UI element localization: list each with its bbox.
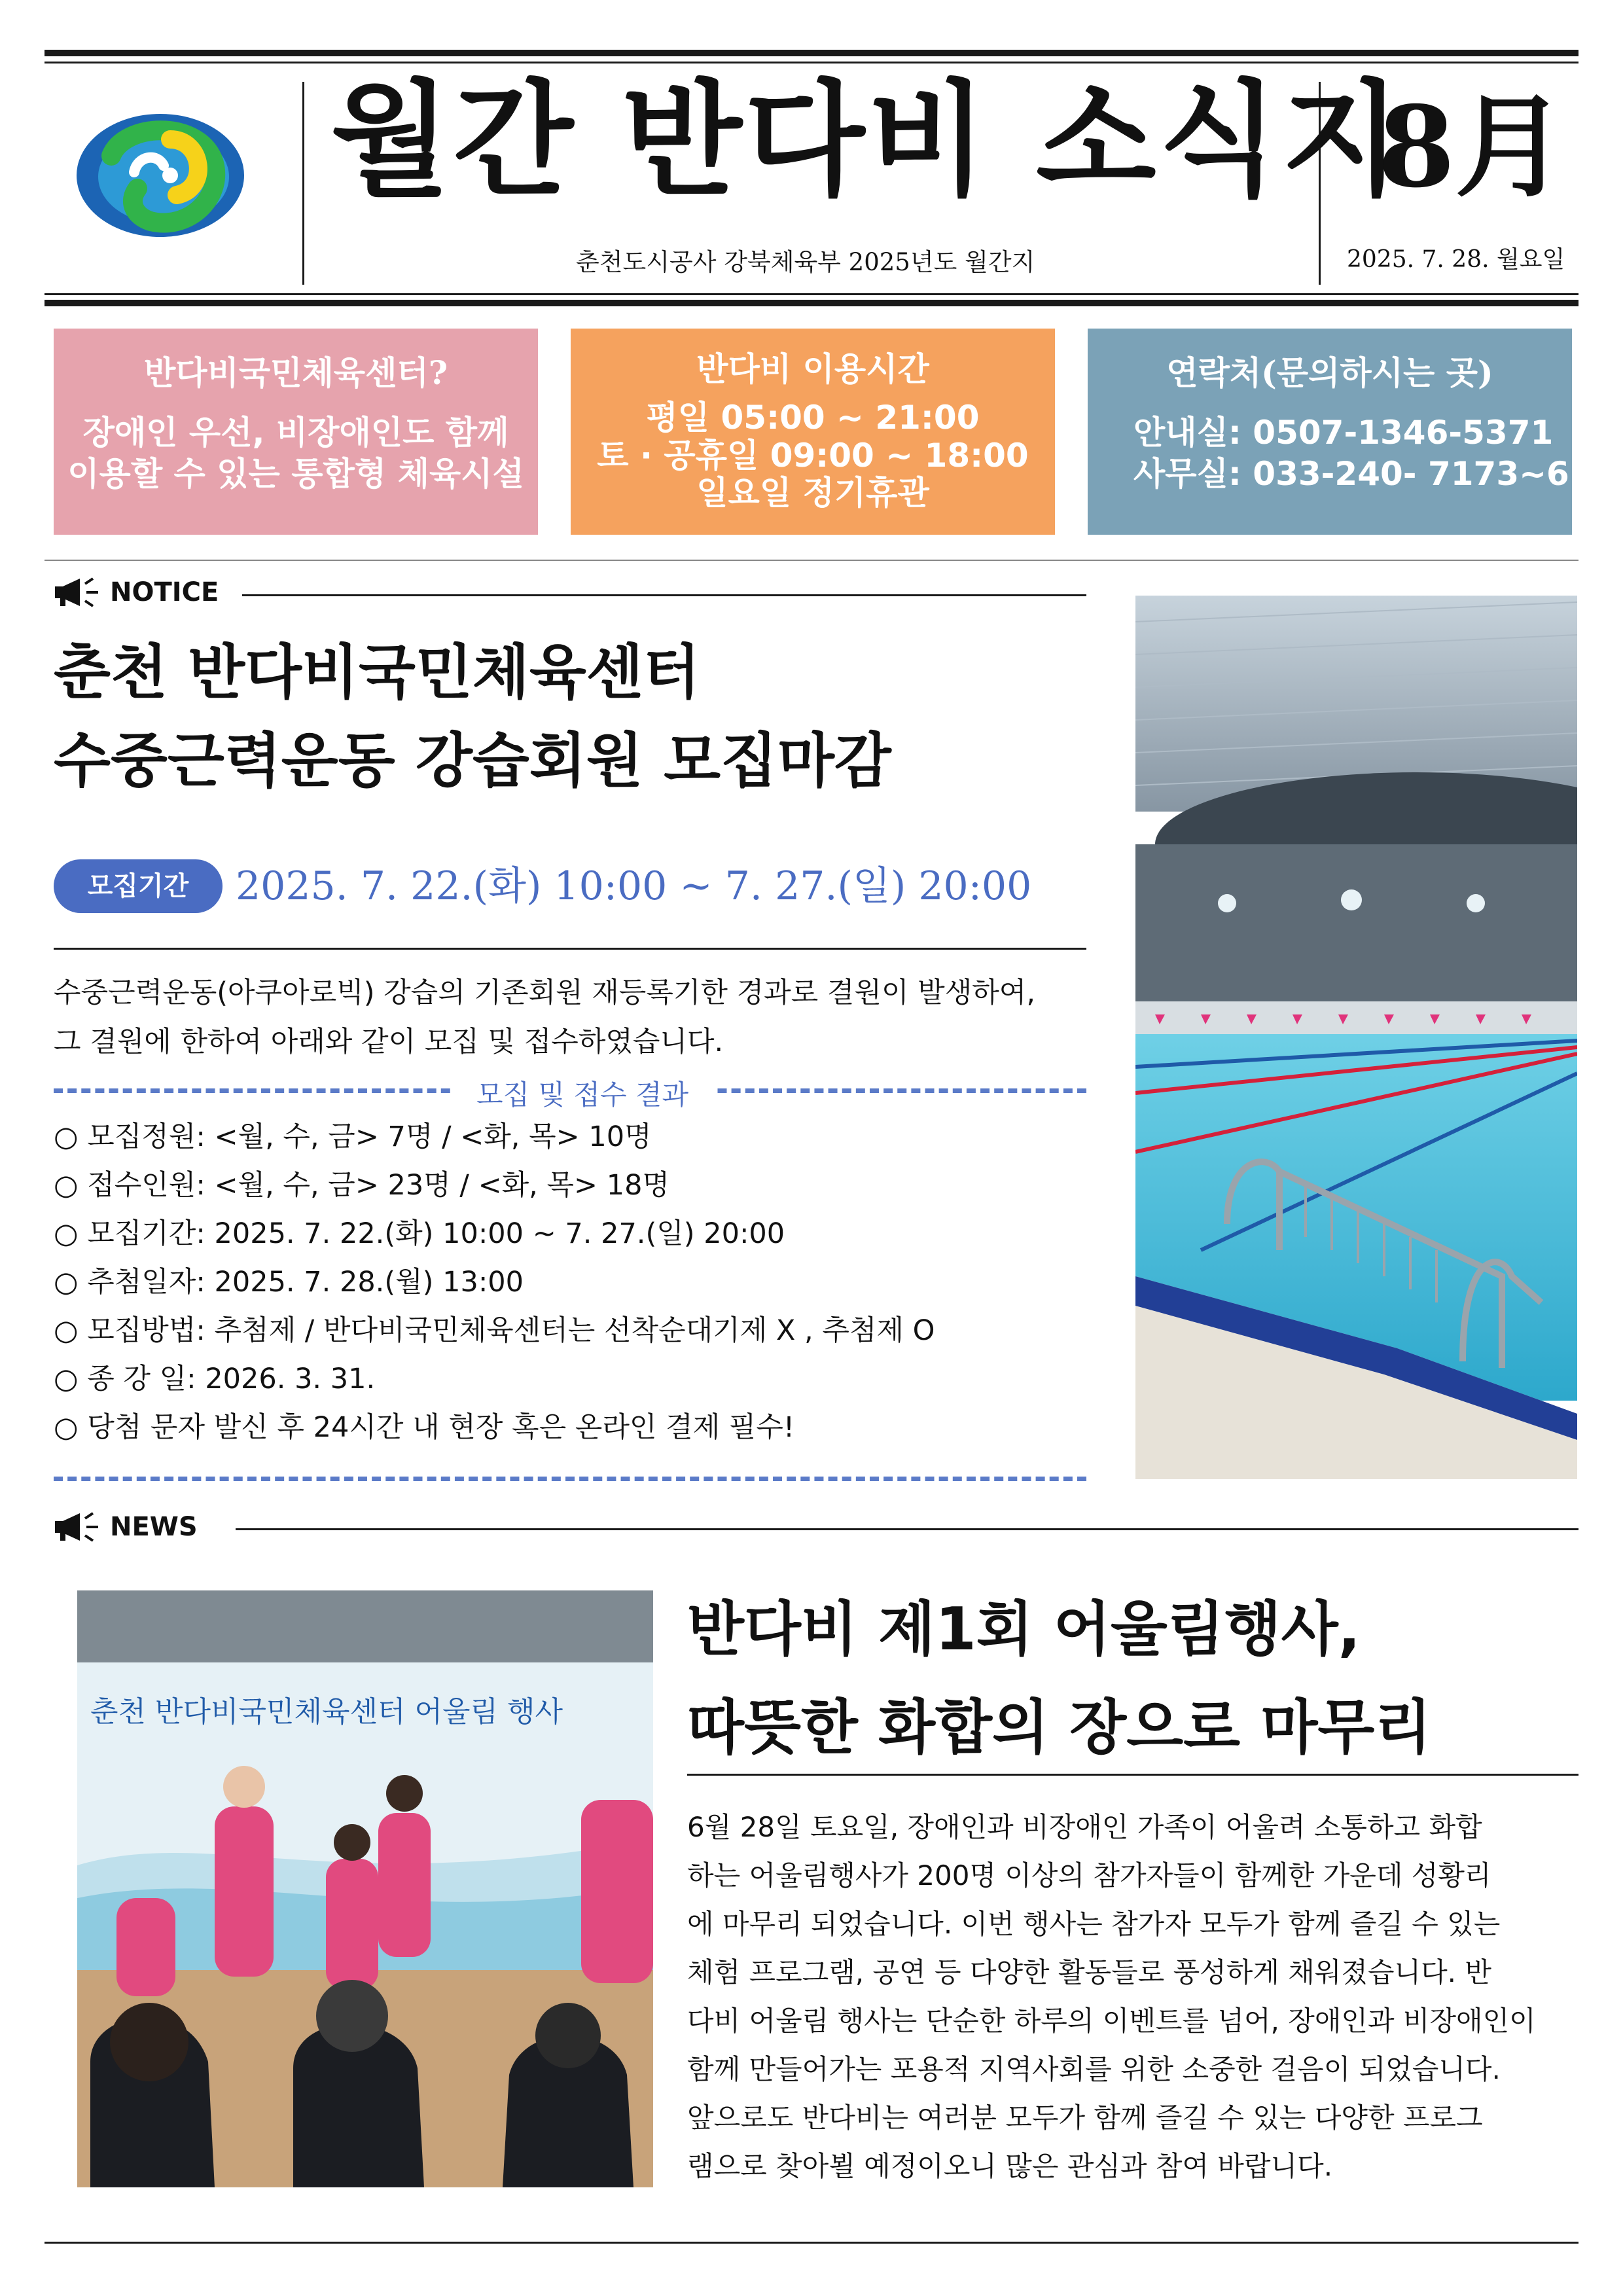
list-item: ○ 추첨일자: 2025. 7. 28.(월) 13:00 [54, 1266, 524, 1299]
news-body [687, 1803, 1577, 2191]
news-body-line: 에 마무리 되었습니다. 이번 행사는 참가자 모두가 함께 즐길 수 있는 [687, 1908, 1501, 1940]
pool-illustration [1135, 596, 1577, 1479]
news-body-line: 다비 어울림 행사는 단순한 하루의 이벤트를 넘어, 장애인과 비장애인이 [687, 2005, 1536, 2037]
list-item: ○ 당첨 문자 발신 후 24시간 내 현장 혹은 온라인 결제 필수! [54, 1411, 795, 1444]
news-headline-line: 반다비 제1회 어울림행사, [687, 1595, 1361, 1664]
info-box-hours-line: 일요일 정기휴관 [696, 474, 929, 512]
info-box-contact [1088, 329, 1572, 535]
issue-month: 8月 [1378, 82, 1567, 213]
notice-result-list [54, 1113, 935, 1452]
top-rule-thin [45, 62, 1578, 63]
result-dashed-rule-bottom [54, 1477, 1086, 1481]
masthead-bottom-rule-thick [45, 300, 1578, 306]
top-rule-thick [45, 50, 1578, 56]
news-body-line: 체험 프로그램, 공연 등 다양한 활동들로 풍성하게 채워졌습니다. 반 [687, 1956, 1491, 1988]
info-box-about-title: 반다비국민체육센터? [144, 353, 448, 392]
pool-photo [1135, 596, 1577, 1479]
masthead-divider-left [302, 82, 304, 285]
event-banner-text: 춘천 반다비국민체육센터 어울림 행사 [90, 1695, 563, 1729]
notice-headline-line: 수중근력운동 강습회원 모집마감 [54, 726, 891, 795]
news-body-line: 6월 28일 토요일, 장애인과 비장애인 가족이 어울려 소통하고 화합 [687, 1811, 1482, 1843]
logo-icon [72, 110, 249, 241]
list-item: ○ 종 강 일: 2026. 3. 31. [54, 1363, 376, 1395]
newsletter-title: 월간 반다비 소식지 [330, 68, 1404, 213]
info-box-hours [571, 329, 1055, 535]
bottom-rule [45, 2242, 1578, 2244]
news-tag-label: NEWS [110, 1512, 198, 1542]
period-label-badge: 모집기간 [54, 859, 223, 913]
news-body-line: 하는 어울림행사가 200명 이상의 참가자들이 함께한 가운데 성황리 [687, 1859, 1491, 1892]
info-box-hours-title: 반다비 이용시간 [696, 350, 929, 388]
list-item: ○ 모집방법: 추첨제 / 반다비국민체육센터는 선착순대기제 X , 추첨제 O [54, 1314, 935, 1347]
notice-tag [54, 577, 219, 607]
section-divider [45, 560, 1578, 561]
news-body-line: 램으로 찾아뵐 예정이오니 많은 관심과 참여 바랍니다. [687, 2150, 1333, 2182]
notice-body-rule [54, 948, 1086, 950]
notice-headline-line: 춘천 반다비국민체육센터 [54, 638, 700, 707]
event-photo [77, 1590, 653, 2187]
news-headline-line: 따뜻한 화합의 장으로 마무리 [687, 1693, 1432, 1762]
news-headline-rule [687, 1774, 1578, 1776]
info-box-about-line: 이용할 수 있는 통합형 체육시설 [67, 455, 524, 493]
notice-intro [54, 969, 1035, 1067]
info-box-contact-line: 사무실: 033-240- 7173~6 [1133, 455, 1569, 493]
notice-tag-rule [242, 594, 1086, 596]
notice-tag-label: NOTICE [110, 577, 219, 607]
notice-intro-line: 수중근력운동(아쿠아로빅) 강습의 기존회원 재등록기한 경과로 결원이 발생하여, [54, 977, 1035, 1009]
info-box-contact-line: 안내실: 0507-1346-5371 [1133, 414, 1554, 452]
issue-date: 2025. 7. 28. 월요일 [1347, 246, 1565, 273]
list-item: ○ 모집정원: <월, 수, 금> 7명 / <화, 목> 10명 [54, 1121, 652, 1153]
info-box-contact-title: 연락처(문의하시는 곳) [1166, 353, 1493, 392]
news-body-line: 함께 만들어가는 포용적 지역사회를 위한 소중한 걸음이 되었습니다. [687, 2053, 1501, 2085]
recruit-period: 2025. 7. 22.(화) 10:00 ~ 7. 27.(일) 20:00 [236, 863, 1032, 909]
masthead-bottom-rule-thin [45, 293, 1578, 295]
news-headline [687, 1581, 1431, 1777]
megaphone-icon [54, 1512, 101, 1542]
notice-headline [54, 628, 891, 805]
event-illustration [77, 1590, 653, 2187]
info-box-about [54, 329, 538, 535]
news-tag-rule [236, 1528, 1578, 1530]
info-box-hours-line: 토 · 공휴일 09:00 ~ 18:00 [597, 436, 1029, 475]
list-item: ○ 접수인원: <월, 수, 금> 23명 / <화, 목> 18명 [54, 1169, 669, 1202]
list-item: ○ 모집기간: 2025. 7. 22.(화) 10:00 ~ 7. 27.(일) 20:00 [54, 1217, 785, 1250]
result-label: 모집 및 접수 결과 [452, 1073, 713, 1113]
megaphone-icon [54, 577, 101, 607]
info-box-hours-line: 평일 05:00 ~ 21:00 [646, 399, 980, 437]
news-tag [54, 1512, 198, 1542]
info-box-about-line: 장애인 우선, 비장애인도 함께 [82, 414, 509, 452]
newsletter-subtitle: 춘천도시공사 강북체육부 2025년도 월간지 [576, 248, 1035, 276]
notice-intro-line: 그 결원에 한하여 아래와 같이 모집 및 접수하였습니다. [54, 1026, 724, 1058]
news-body-line: 앞으로도 반다비는 여러분 모두가 함께 즐길 수 있는 다양한 프로그 [687, 2102, 1483, 2134]
